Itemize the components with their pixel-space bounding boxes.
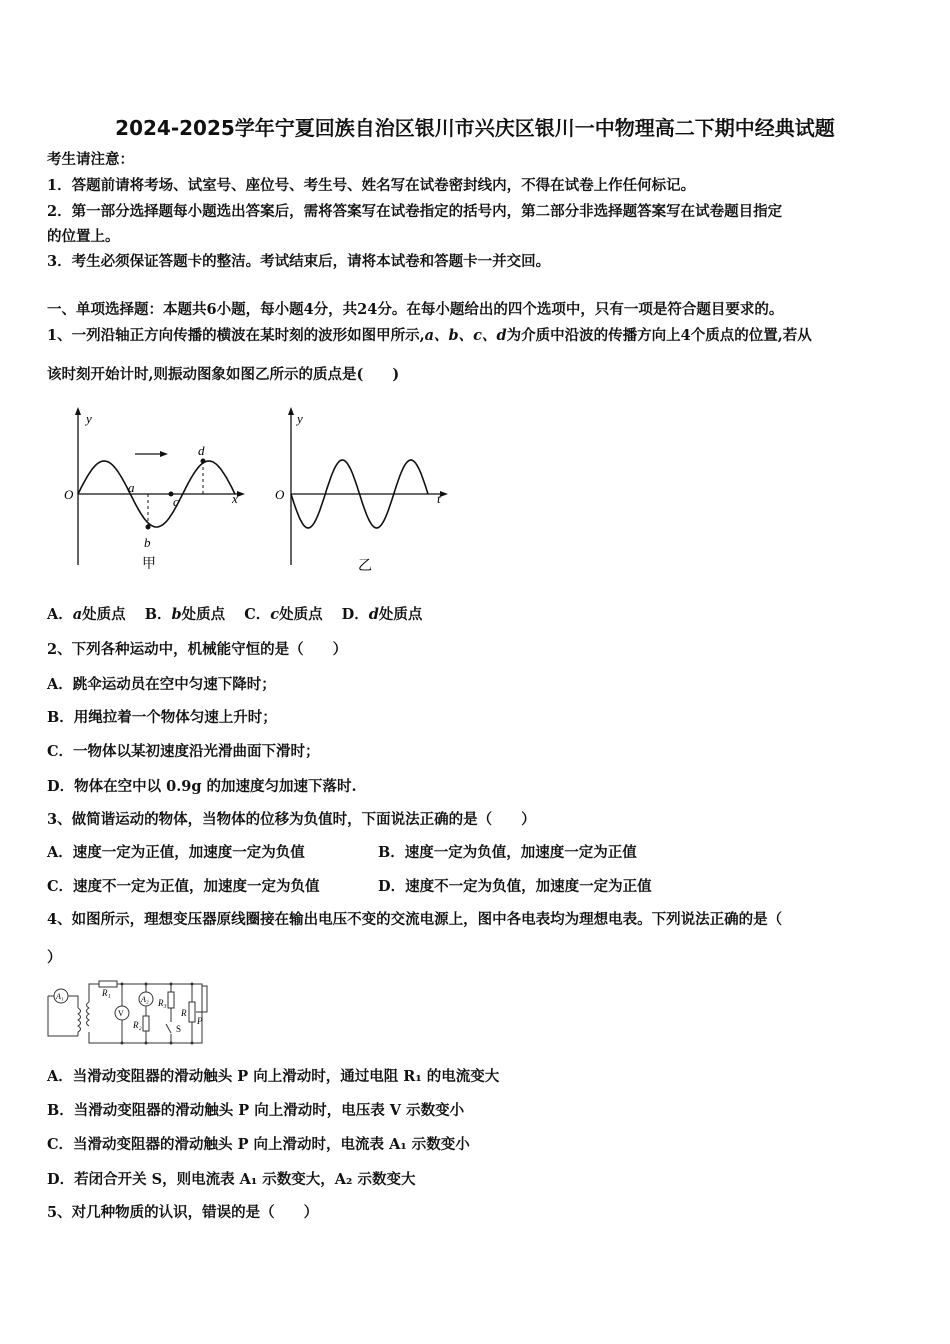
option-b[interactable]: B．b处质点 — [144, 606, 226, 623]
svg-text:R: R — [181, 1008, 187, 1018]
svg-text:A₁: A₁ — [56, 992, 64, 1001]
q3-option-d[interactable]: D．速度不一定为负值，加速度一定为正值 — [378, 878, 652, 895]
svg-text:甲: 甲 — [142, 557, 156, 572]
q3-option-a[interactable]: A．速度一定为正值，加速度一定为负值 — [47, 844, 305, 861]
transformer-circuit-diagram — [42, 978, 212, 1048]
notice-item: 3．考生必须保证答题卡的整洁。考试结束后，请将本试卷和答题卡一并交回。 — [47, 253, 551, 270]
q5-stem: 5、对几种物质的认识，错误的是（ ） — [47, 1204, 319, 1221]
q4-stem: 4、如图所示，理想变压器原线圈接在输出电压不变的交流电源上，图中各电表均为理想电表。下列说法正确的是（ — [47, 911, 783, 928]
option-a[interactable]: A．a处质点 — [47, 606, 126, 623]
notice-item: 1．答题前请将考场、试室号、座位号、考生号、姓名写在试卷密封线内，不得在试卷上作任何标记。 — [47, 177, 696, 194]
q2-option-a[interactable]: A．跳伞运动员在空中匀速下降时； — [47, 676, 276, 693]
svg-text:V: V — [118, 1009, 124, 1018]
svg-text:R₂: R₂ — [133, 1020, 142, 1030]
svg-text:x: x — [232, 491, 238, 506]
svg-text:S: S — [176, 1024, 182, 1034]
q2-option-d[interactable]: D．物体在空中以 0.9g 的加速度匀加速下落时. — [47, 778, 357, 795]
notice-item: 2．第一部分选择题每小题选出答案后，需将答案写在试卷指定的括号内，第二部分非选择题答案写在试卷题目指定 — [47, 203, 783, 220]
q3-option-b[interactable]: B．速度一定为负值，加速度一定为正值 — [378, 844, 637, 861]
q4-option-c[interactable]: C．当滑动变阻器的滑动触头 P 向上滑动时，电流表 A₁ 示数变小 — [47, 1136, 470, 1153]
q4-option-b[interactable]: B．当滑动变阻器的滑动触头 P 向上滑动时，电压表 V 示数变小 — [47, 1102, 465, 1119]
svg-text:y: y — [86, 411, 92, 426]
q4-option-d[interactable]: D．若闭合开关 S，则电流表 A₁ 示数变大，A₂ 示数变大 — [47, 1171, 416, 1188]
svg-text:b: b — [144, 535, 151, 550]
wave-figure-jia — [60, 405, 250, 575]
notice-heading: 考生请注意： — [47, 151, 134, 168]
q3-option-c[interactable]: C．速度不一定为正值，加速度一定为负值 — [47, 878, 320, 895]
svg-text:d: d — [198, 443, 205, 458]
svg-text:O: O — [64, 487, 74, 502]
svg-text:乙: 乙 — [358, 559, 372, 574]
svg-text:a: a — [128, 480, 135, 495]
option-c[interactable]: C．c处质点 — [244, 606, 323, 623]
svg-text:O: O — [275, 487, 285, 502]
svg-text:R₁: R₁ — [102, 988, 111, 998]
q2-stem: 2、下列各种运动中，机械能守恒的是（ ） — [47, 641, 348, 658]
section-heading: 一、单项选择题：本题共6小题，每小题4分，共24分。在每小题给出的四个选项中，只有一项是符合题目要求的。 — [47, 301, 784, 318]
svg-text:t: t — [437, 491, 441, 506]
option-d[interactable]: D．d处质点 — [341, 606, 423, 623]
svg-text:y: y — [297, 411, 303, 426]
svg-text:P: P — [197, 1016, 203, 1026]
notice-item: 的位置上。 — [47, 228, 120, 245]
q1-stem: 1、一列沿轴正方向传播的横波在某时刻的波形如图甲所示,a、b、c、d为介质中沿波的传播方向上4个质点的位置,若从 — [47, 327, 812, 344]
svg-text:R₃: R₃ — [158, 998, 167, 1008]
q2-option-c[interactable]: C．一物体以某初速度沿光滑曲面下滑时； — [47, 743, 320, 760]
q3-stem: 3、做简谐运动的物体，当物体的位移为负值时，下面说法正确的是（ ） — [47, 811, 536, 828]
page-title: 2024-2025学年宁夏回族自治区银川市兴庆区银川一中物理高二下期中经典试题 — [115, 116, 835, 140]
q1-stem-line2: 该时刻开始计时,则振动图象如图乙所示的质点是( ) — [47, 366, 400, 383]
q2-option-b[interactable]: B．用绳拉着一个物体匀速上升时； — [47, 709, 277, 726]
vibration-figure-yi — [270, 405, 455, 575]
q4-option-a[interactable]: A．当滑动变阻器的滑动触头 P 向上滑动时，通过电阻 R₁ 的电流变大 — [47, 1068, 500, 1085]
svg-text:A₂: A₂ — [141, 995, 149, 1004]
q1-options — [47, 605, 422, 625]
q4-stem-end: ） — [47, 949, 62, 966]
svg-text:c: c — [173, 494, 179, 509]
